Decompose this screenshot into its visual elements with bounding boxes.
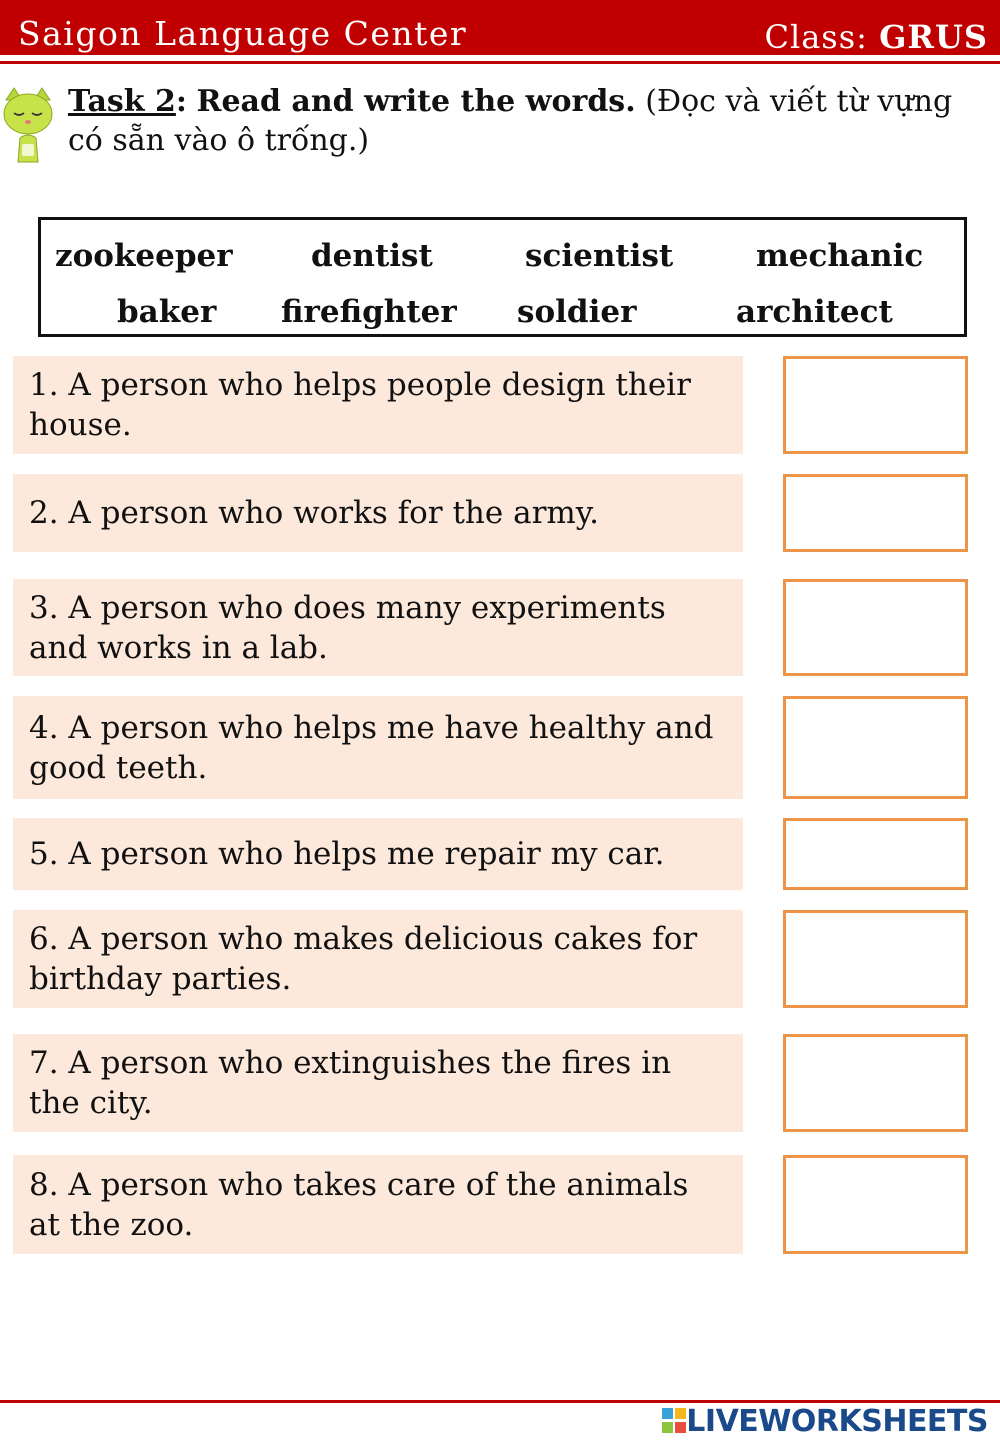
question-8	[13, 1155, 743, 1254]
word-bank-item: baker	[117, 294, 217, 330]
answer-box-1[interactable]	[783, 356, 968, 454]
answer-box-2[interactable]	[783, 474, 968, 552]
answer-box-5[interactable]	[783, 818, 968, 890]
task-instruction: Read and write the words.	[196, 84, 636, 119]
question-7	[13, 1034, 743, 1132]
liveworksheets-logo-icon	[662, 1408, 686, 1434]
answer-box-3[interactable]	[783, 579, 968, 676]
question-4	[13, 696, 743, 799]
answer-box-4[interactable]	[783, 696, 968, 799]
task-colon: :	[175, 84, 187, 119]
word-bank-item: firefighter	[281, 294, 457, 330]
question-text: 5. A person who helps me repair my car.	[29, 836, 665, 872]
question-text: 6. A person who makes delicious cakes for birthday parties.	[29, 921, 698, 997]
question-text: 2. A person who works for the army.	[29, 495, 600, 531]
task-label: Task 2	[68, 84, 176, 119]
word-bank-item: dentist	[311, 238, 433, 274]
task-instructions	[68, 82, 968, 160]
liveworksheets-logo	[662, 1404, 988, 1438]
question-text: 8. A person who takes care of the animals at the zoo.	[29, 1166, 689, 1243]
logo-text: LIVEWORKSHEETS	[686, 1403, 988, 1439]
word-bank-item: scientist	[525, 238, 674, 274]
question-text: 1. A person who helps people design their house.	[29, 367, 691, 443]
word-bank-item: soldier	[517, 294, 637, 330]
answer-box-8[interactable]	[783, 1155, 968, 1254]
class-label: Class:	[764, 18, 868, 56]
question-6	[13, 910, 743, 1008]
question-5	[13, 818, 743, 890]
answer-box-6[interactable]	[783, 910, 968, 1008]
class-info	[764, 18, 988, 56]
answer-box-7[interactable]	[783, 1034, 968, 1132]
header-bar	[0, 0, 1000, 55]
question-3	[13, 579, 743, 676]
question-text: 7. A person who extinguishes the fires in the city.	[29, 1045, 672, 1121]
question-2	[13, 474, 743, 552]
header-divider	[0, 61, 1000, 64]
task-translation: (Đọc và viết từ vựng có sẵn vào ô trống.)	[68, 84, 953, 158]
word-bank	[38, 217, 967, 337]
class-value: GRUS	[879, 18, 988, 56]
question-1	[13, 356, 743, 454]
center-name: Saigon Language Center	[18, 14, 468, 53]
question-text: 4. A person who helps me have healthy and good teeth.	[29, 709, 714, 786]
question-text: 3. A person who does many experiments and works in a lab.	[29, 589, 666, 666]
word-bank-item: zookeeper	[55, 238, 233, 274]
word-bank-item: mechanic	[756, 238, 924, 274]
cat-mascot-icon	[0, 86, 56, 164]
word-bank-item: architect	[736, 294, 893, 330]
